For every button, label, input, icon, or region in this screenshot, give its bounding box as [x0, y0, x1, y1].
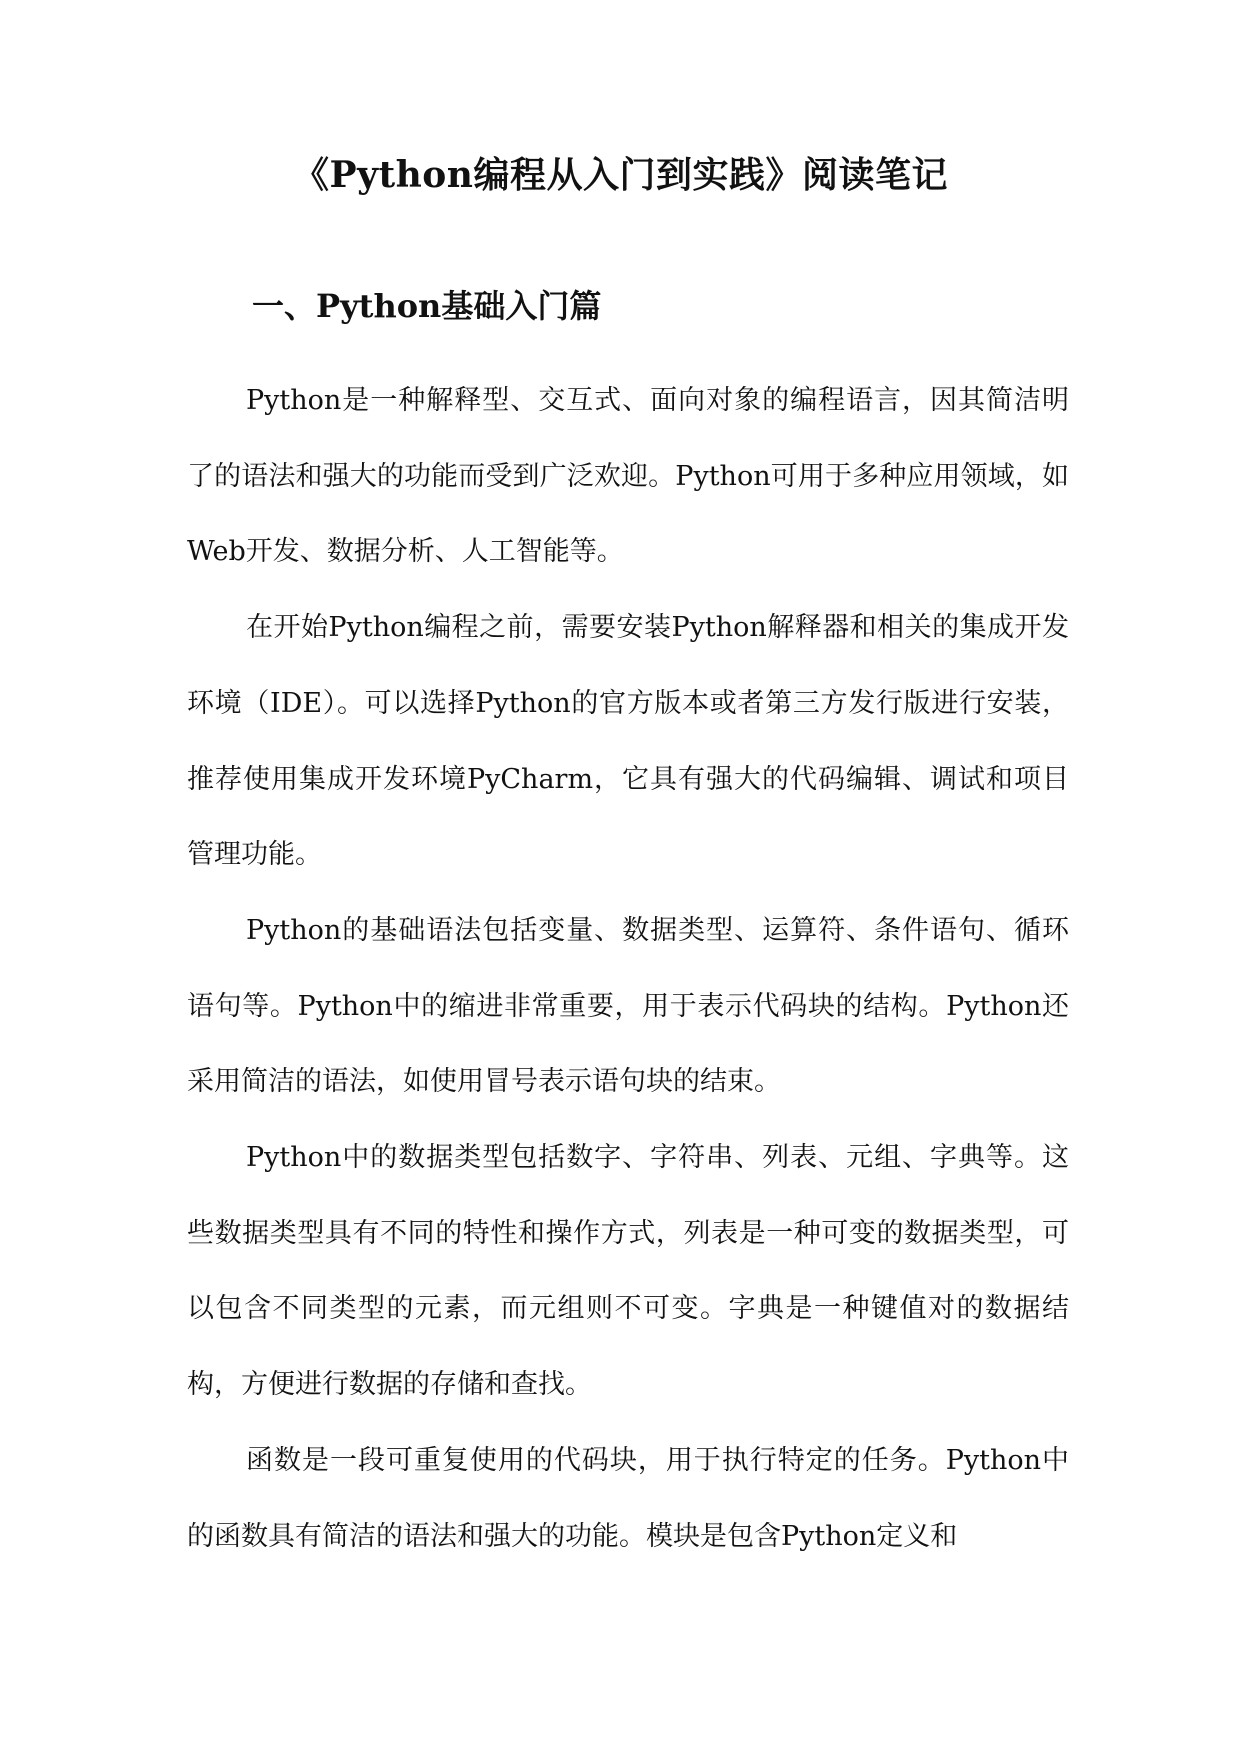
body-text [187, 363, 1069, 1574]
document-title: 《Python编程从入门到实践》阅读笔记 [293, 154, 948, 196]
paragraph-installation: 在开始Python编程之前，需要安装Python解释器和相关的集成开发环境（IDE）。可以选择Python的官方版本或者第三方发行版进行安装，推荐使用集成开发环境PyCharm，它具有强大的代码编辑、调试和项目管理功能。 [187, 612, 1069, 871]
paragraph-functions-modules: 函数是一段可重复使用的代码块，用于执行特定的任务。Python中的函数具有简洁的语法和强大的功能。模块是包含Python定义和 [187, 1444, 1069, 1552]
paragraph-basic-syntax: Python的基础语法包括变量、数据类型、运算符、条件语句、循环语句等。Python中的缩进非常重要，用于表示代码块的结构。Python还采用简洁的语法，如使用冒号表示语句块的结束。 [187, 914, 1069, 1098]
paragraph-intro: Python是一种解释型、交互式、面向对象的编程语言，因其简洁明了的语法和强大的功能而受到广泛欢迎。Python可用于多种应用领域，如Web开发、数据分析、人工智能等。 [187, 385, 1069, 568]
section-heading: 一、Python基础入门篇 [252, 287, 602, 325]
paragraph-data-types: Python中的数据类型包括数字、字符串、列表、元组、字典等。这些数据类型具有不同的特性和操作方式，列表是一种可变的数据类型，可以包含不同类型的元素，而元组则不可变。字典是一种键值对的数据结构，方便进行数据的存储和查找。 [187, 1142, 1069, 1401]
